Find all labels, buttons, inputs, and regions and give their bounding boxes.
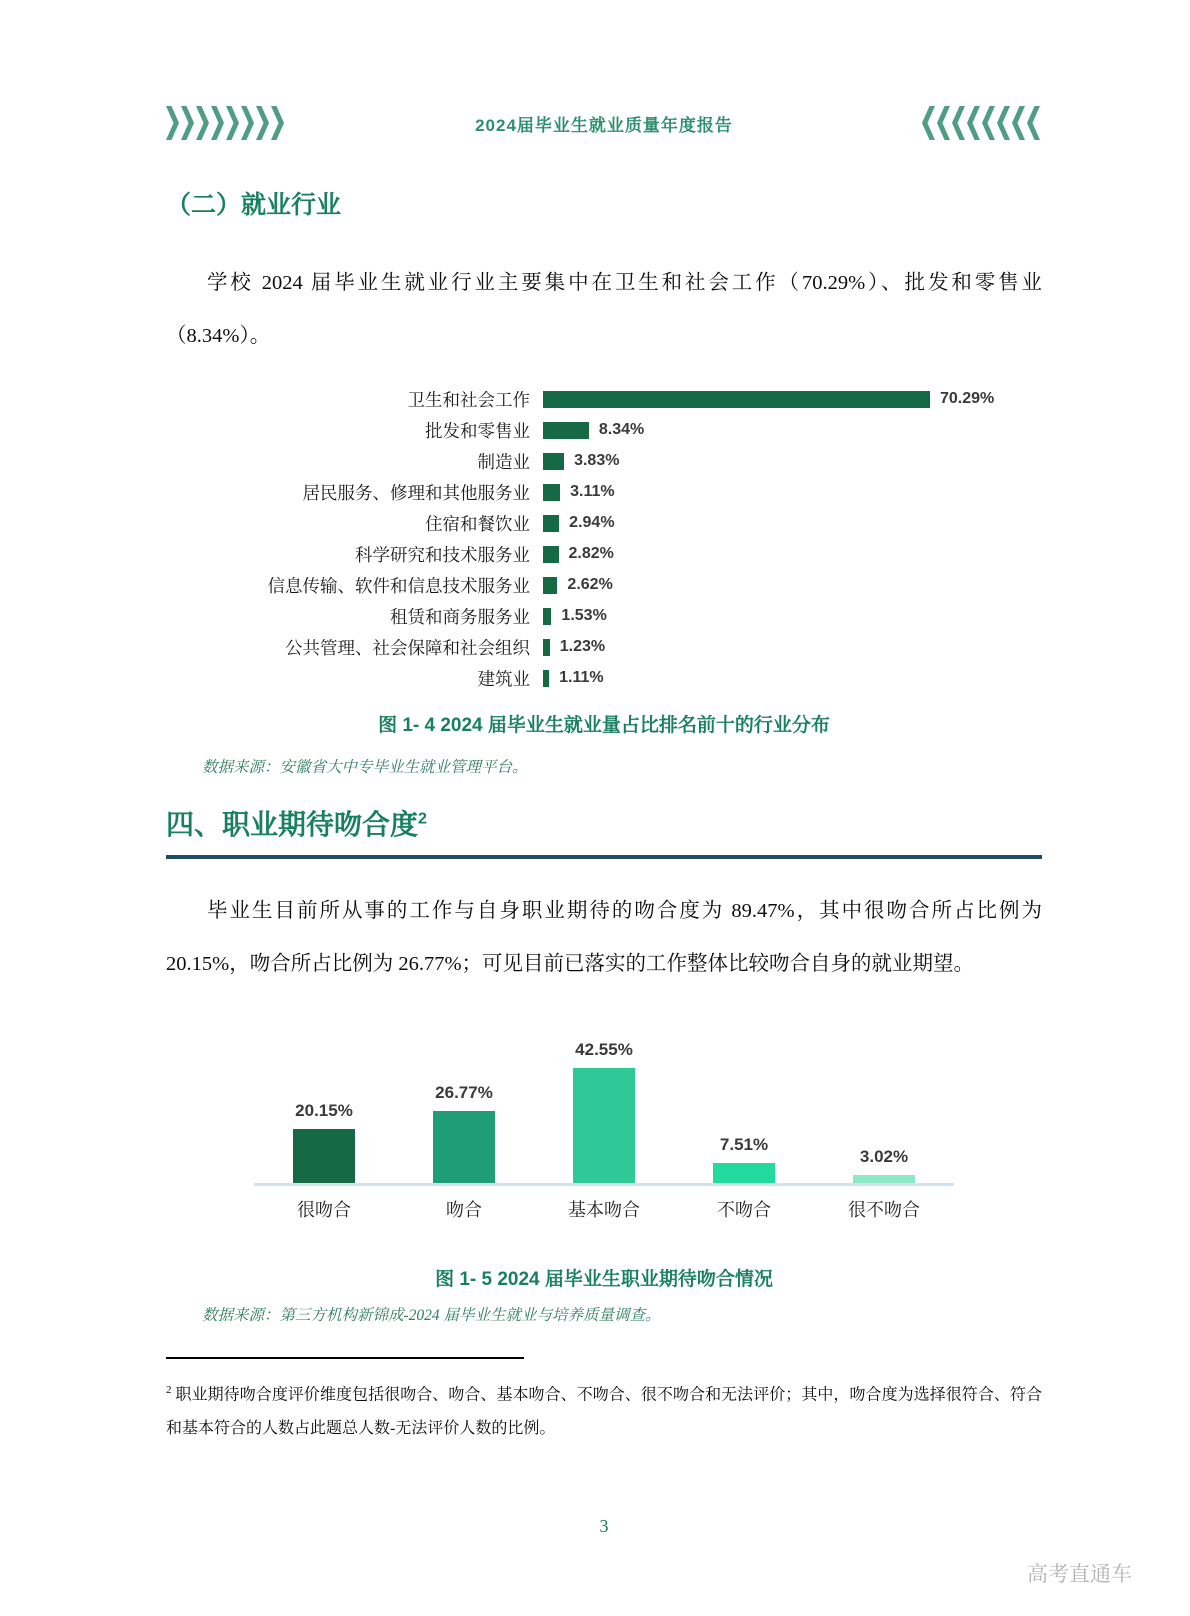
industry-bar-value: 2.94% xyxy=(569,514,615,531)
footnote-text xyxy=(166,1373,1042,1446)
chevron-right-icon xyxy=(271,106,284,140)
expectation-bar-value: 7.51% xyxy=(719,1134,769,1154)
figure-1-4-caption: 图 1- 4 2024 届毕业生就业量占比排名前十的行业分布 xyxy=(378,714,830,736)
chevron-left-icon xyxy=(937,106,950,140)
expectation-category-label: 很不吻合 xyxy=(848,1200,920,1220)
industry-bar-row xyxy=(166,508,1042,539)
chevron-right-icon xyxy=(211,106,224,140)
expectation-bar-value: 20.15% xyxy=(295,1100,353,1120)
page-header xyxy=(166,0,1042,140)
chevron-right-icon xyxy=(256,106,269,140)
industry-paragraph: 学校 2024 届毕业生就业行业主要集中在卫生和社会工作（70.29%）、批发和零售业（8.34%）。 xyxy=(166,272,1042,347)
chevron-right-icon xyxy=(166,106,179,140)
industry-bar xyxy=(543,608,551,625)
industry-bar-label: 租赁和商务服务业 xyxy=(390,606,530,627)
expectation-chart-plot xyxy=(254,1011,954,1186)
chevron-left-icon xyxy=(1012,106,1025,140)
chevron-right-icon xyxy=(226,106,239,140)
industry-bar-value: 70.29% xyxy=(940,390,995,407)
industry-bar xyxy=(543,453,564,470)
industry-bar-row xyxy=(166,384,1042,415)
industry-bar xyxy=(543,484,560,501)
industry-bar-value: 2.62% xyxy=(567,576,613,593)
industry-bar-row xyxy=(166,415,1042,446)
heading-footnote-ref: 2 xyxy=(418,810,427,828)
chevron-left-icon xyxy=(967,106,980,140)
industry-bar xyxy=(543,391,930,408)
industry-bar-row xyxy=(166,477,1042,508)
page-number: 3 xyxy=(599,1516,609,1537)
chevrons-right-icon xyxy=(166,106,286,140)
industry-bar-label: 建筑业 xyxy=(477,668,530,689)
expectation-bar xyxy=(853,1175,915,1183)
industry-bar-chart xyxy=(166,384,1042,694)
watermark: 高考直通车 xyxy=(1027,1563,1132,1586)
figure-1-4-source: 数据来源：安徽省大中专毕业生就业管理平台。 xyxy=(202,758,528,776)
industry-bar xyxy=(543,515,559,532)
expectation-bar xyxy=(713,1163,775,1183)
section-divider xyxy=(166,855,1042,859)
industry-bar xyxy=(543,546,559,563)
chevron-left-icon xyxy=(982,106,995,140)
chevron-right-icon xyxy=(241,106,254,140)
chevron-left-icon xyxy=(952,106,965,140)
section-heading-expectation xyxy=(166,803,1042,843)
expectation-category-label: 吻合 xyxy=(446,1200,482,1220)
industry-bar-value: 8.34% xyxy=(598,421,645,438)
expectation-category-label: 很吻合 xyxy=(297,1200,351,1220)
expectation-bar-value: 42.55% xyxy=(575,1040,633,1059)
chevron-left-icon xyxy=(1027,106,1040,140)
expectation-bar-column xyxy=(534,1040,674,1183)
industry-bar-row xyxy=(166,570,1042,601)
industry-bar-label: 卫生和社会工作 xyxy=(407,389,530,410)
industry-bar xyxy=(543,422,589,439)
footnote-marker: 2 xyxy=(166,1384,172,1396)
expectation-bar-column xyxy=(674,1135,814,1183)
figure-1-5-caption: 图 1- 5 2024 届毕业生职业期待吻合情况 xyxy=(435,1269,773,1290)
expectation-bar-column xyxy=(254,1101,394,1183)
chevron-right-icon xyxy=(196,106,209,140)
industry-bar-value: 1.11% xyxy=(559,669,604,686)
industry-bar xyxy=(543,577,557,594)
industry-bar xyxy=(543,670,549,687)
report-title: 2024届毕业生就业质量年度报告 xyxy=(475,115,733,135)
industry-bar-row xyxy=(166,446,1042,477)
expectation-paragraph: 毕业生目前所从事的工作与自身职业期待的吻合度为 89.47%，其中很吻合所占比例为 20.15%，吻合所占比例为 26.77%；可见目前已落实的工作整体比较吻合自身的就业期望。 xyxy=(166,899,1042,975)
chevrons-left-icon xyxy=(922,106,1042,140)
industry-bar-row xyxy=(166,663,1042,694)
industry-bar xyxy=(543,639,550,656)
industry-bar-label: 批发和零售业 xyxy=(425,420,530,441)
expectation-bar xyxy=(433,1111,495,1183)
section-heading-expectation-text: 四、职业期待吻合度 xyxy=(166,808,419,840)
industry-bar-row xyxy=(166,601,1042,632)
expectation-chart-categories xyxy=(254,1196,954,1222)
expectation-bar xyxy=(573,1068,635,1183)
expectation-category-label: 基本吻合 xyxy=(568,1200,640,1220)
industry-bar-label: 科学研究和技术服务业 xyxy=(355,544,530,565)
industry-bar-value: 3.83% xyxy=(574,452,620,469)
section-heading-industry: （二）就业行业 xyxy=(166,191,342,219)
industry-bar-label: 住宿和餐饮业 xyxy=(425,513,530,534)
industry-bar-label: 公共管理、社会保障和社会组织 xyxy=(285,637,530,658)
expectation-bar-chart xyxy=(254,1011,954,1222)
industry-bar-label: 制造业 xyxy=(477,451,530,472)
industry-bar-value: 1.53% xyxy=(561,607,607,624)
industry-bar-row xyxy=(166,632,1042,663)
footnote-separator xyxy=(166,1357,524,1359)
chevron-right-icon xyxy=(181,106,194,140)
expectation-bar-value: 3.02% xyxy=(859,1146,909,1166)
industry-bar-value: 3.11% xyxy=(570,483,615,500)
industry-bar-value: 1.23% xyxy=(559,638,606,655)
expectation-category-label: 不吻合 xyxy=(717,1200,771,1220)
industry-bar-label: 信息传输、软件和信息技术服务业 xyxy=(267,575,530,596)
industry-bar-value: 2.82% xyxy=(568,545,614,562)
expectation-bar-column xyxy=(814,1147,954,1183)
footnote-body: 职业期待吻合度评价维度包括很吻合、吻合、基本吻合、不吻合、很不吻合和无法评价；其中，吻合度为选择很符合、符合和基本符合的人数占此题总人数-无法评价人数的比例。 xyxy=(166,1386,1042,1438)
expectation-bar-column xyxy=(394,1083,534,1183)
industry-bar-label: 居民服务、修理和其他服务业 xyxy=(302,482,530,503)
expectation-bar xyxy=(293,1129,355,1183)
industry-bar-row xyxy=(166,539,1042,570)
chevron-left-icon xyxy=(997,106,1010,140)
figure-1-5-source: 数据来源：第三方机构新锦成-2024 届毕业生就业与培养质量调查。 xyxy=(202,1307,661,1324)
chevron-left-icon xyxy=(922,106,935,140)
expectation-bar-value: 26.77% xyxy=(435,1082,493,1102)
